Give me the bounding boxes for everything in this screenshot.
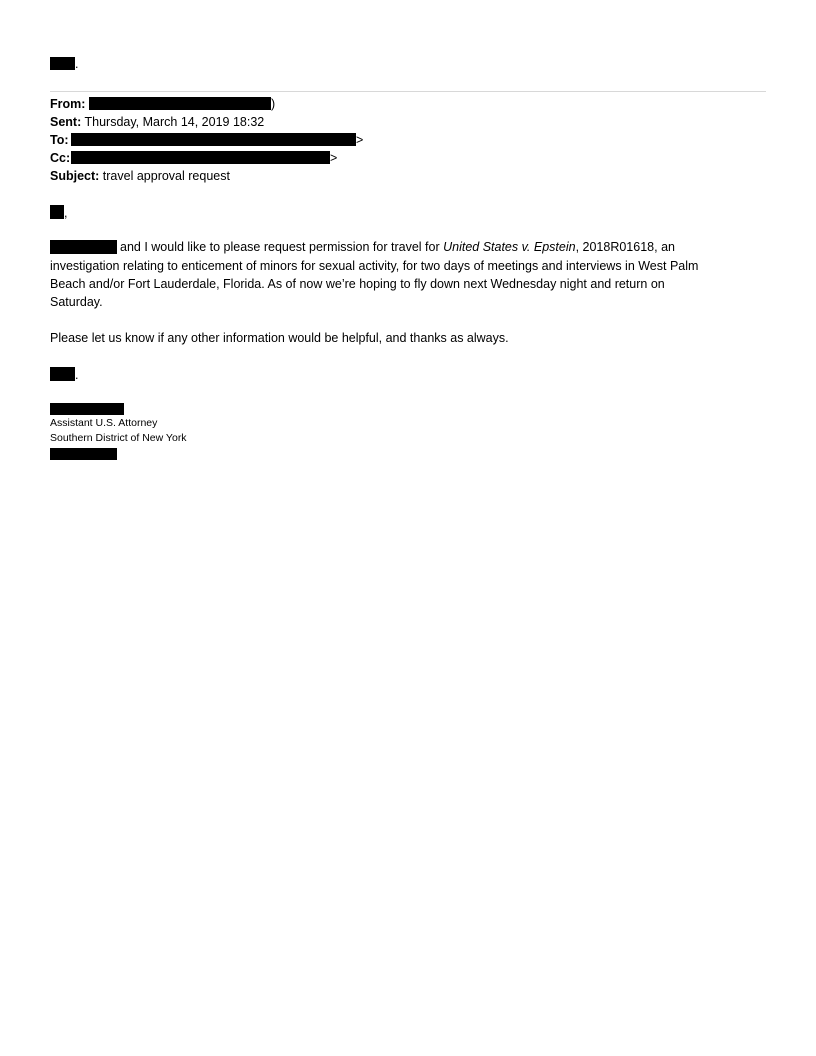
redaction-box (50, 448, 117, 460)
redaction-box (50, 403, 124, 415)
redaction-box (50, 367, 75, 381)
redaction-box (71, 151, 330, 164)
cc-label: Cc: (50, 151, 71, 165)
redaction-box (71, 133, 356, 146)
greeting-punctuation: , (64, 206, 68, 220)
case-name: United States v. Epstein (443, 240, 576, 254)
sent-label: Sent: (50, 115, 82, 129)
body-line-2: investigation relating to enticement of minors for sexual activity, for two days of meetings and interviews in West Palm (50, 259, 699, 273)
subject-line (50, 168, 230, 184)
redaction-box (89, 97, 271, 110)
body-paragraph-2: Please let us know if any other information would be helpful, and thanks as always. (50, 331, 509, 345)
top-punctuation: . (75, 57, 79, 71)
redaction-box (50, 240, 117, 254)
redaction-box (50, 205, 64, 219)
closing-punctuation: . (75, 368, 79, 382)
from-suffix: ) (271, 97, 276, 111)
header-divider (50, 91, 766, 92)
to-label: To: (50, 133, 69, 147)
from-label: From: (50, 97, 86, 111)
subject-label: Subject: (50, 169, 100, 183)
cc-suffix: > (330, 151, 338, 165)
body-line-4: Saturday. (50, 295, 103, 309)
to-suffix: > (356, 133, 364, 147)
subject-value: travel approval request (102, 169, 230, 183)
sent-line (50, 114, 264, 130)
body-line-3: Beach and/or Fort Lauderdale, Florida. As of now we’re hoping to fly down next Wednesday night and return on (50, 277, 665, 291)
sent-value: Thursday, March 14, 2019 18:32 (84, 115, 265, 129)
body-line-1: and I would like to please request permission for travel for United States v. Epstein, 2018R01618, an (120, 240, 675, 254)
signature-office: Southern District of New York (50, 432, 187, 444)
signature-title: Assistant U.S. Attorney (50, 417, 158, 429)
redaction-box (50, 57, 75, 70)
